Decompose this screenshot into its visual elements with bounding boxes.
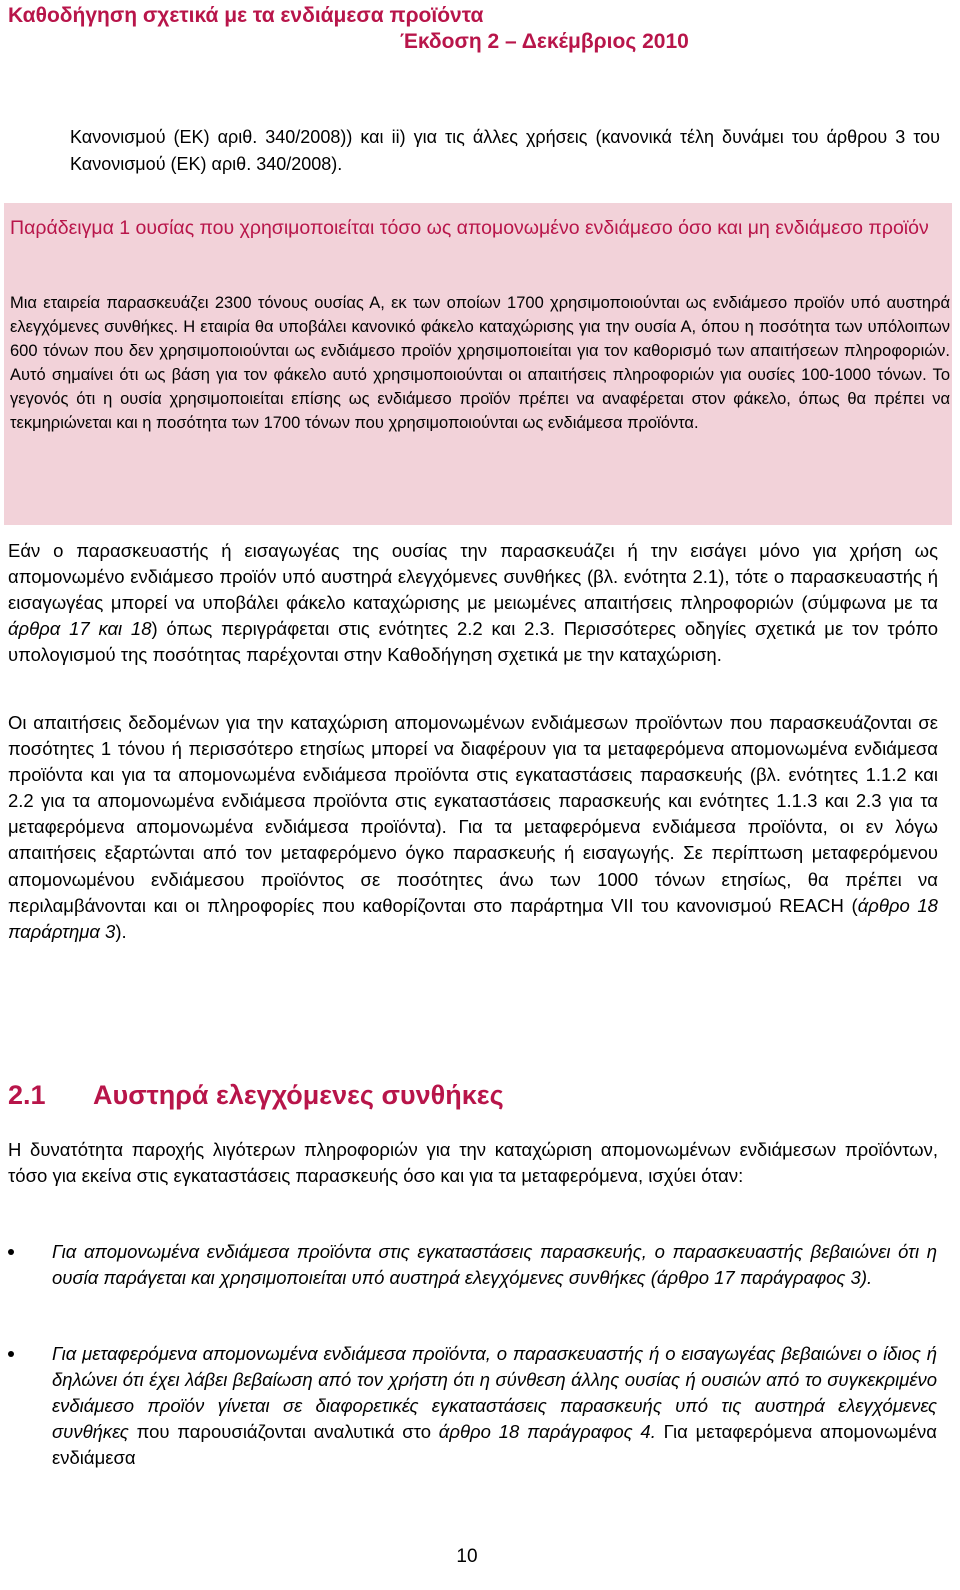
- paragraph-data-requirements: [8, 710, 938, 945]
- list-item-normal: Για μεταφερόμενα απομονωμένα ενδιάμεσα: [52, 1421, 937, 1469]
- bullet-icon: [8, 1249, 14, 1255]
- bullet-icon: [8, 1351, 14, 1357]
- example-box: [4, 203, 952, 525]
- list-item-italic: Για απομονωμένα ενδιάμεσα προϊόντα στις εγκαταστάσεις παρασκευής, ο παρασκευαστής βεβαιώνει ότι η ουσία παράγεται και χρησιμοποιείται υπό αυστηρά ελεγχόμενες συνθήκες (άρθρο 17 παράγραφος 3).: [52, 1241, 937, 1289]
- paragraph-conditions: Η δυνατότητα παροχής λιγότερων πληροφοριών για την καταχώριση απομονωμένων ενδιάμεσων προϊόντων, τόσο για εκείνα στις εγκαταστάσεις παρασκευής όσο και για τα μεταφερόμενα, ισχύει όταν:: [8, 1139, 938, 1187]
- list-item-text: [52, 1239, 937, 1291]
- list-item-normal: που παρουσιάζονται αναλυτικά στο: [128, 1421, 439, 1443]
- paragraph-text: Οι απαιτήσεις δεδομένων για την καταχώριση απομονωμένων ενδιάμεσων προϊόντων που παρασκευάζονται σε ποσότητες 1 τόνου ή περισσότερο ετησίως μπορεί να διαφέρουν για τα μεταφερόμενα απομονωμένα ενδιάμεσα προϊόντα και για τα απομονωμένα ενδιάμεσα προϊόντα στις εγκαταστάσεις παρασκευής (βλ. ενότητες 1.1.2 και 2.2 για τα απομονωμένα ενδιάμεσα προϊόντα στις εγκαταστάσεις παρασκευής και ενότητες 1.1.3 και 2.3 για τα μεταφερόμενα απομονωμένα ενδιάμεσα προϊόντα). Για τα μεταφερόμενα ενδιάμεσα προϊόντα, οι εν λόγω απαιτήσεις εξαρτώνται από τον μεταφερόμενο όγκο παρασκευής ή εισαγωγής. Σε περίπτωση μεταφερόμενου απομονωμένου ενδιάμεσου προϊόντος σε ποσότητες άνω των 1000 τόνων ετησίως, θα πρέπει να περιλαμβάνονται και οι πληροφορίες που καθορίζονται στο παράρτημα VII του κανονισμού REACH (: [8, 712, 938, 916]
- page-number: 10: [456, 1546, 478, 1567]
- paragraph-intermediates-registration: [8, 538, 938, 668]
- paragraph-text: ).: [115, 920, 127, 942]
- paragraph-text: Εάν ο παρασκευαστής ή εισαγωγέας της ουσίας την παρασκευάζει ή την εισάγει μόνο για χρήση ως απομονωμένο ενδιάμεσο προϊόν υπό αυστηρά ελεγχόμενες συνθήκες (βλ. ενότητα 2.1), τότε ο παρασκευαστής ή εισαγωγέας μπορεί να υποβάλει φάκελο καταχώρισης με μειωμένες απαιτήσεις πληροφοριών (σύμφωνα με τα: [8, 540, 938, 614]
- paragraph-text: ) όπως περιγράφεται στις ενότητες 2.2 και 2.3. Περισσότερες οδηγίες σχετικά με τον τρόπο υπολογισμού της ποσότητας παρέχονται στην Καθοδήγηση σχετικά με την καταχώριση.: [8, 618, 938, 666]
- document-edition: Έκδοση 2 – Δεκέμβριος 2010: [400, 30, 689, 53]
- section-number: 2.1: [8, 1080, 46, 1110]
- example-title: Παράδειγμα 1 ουσίας που χρησιμοποιείται τόσο ως απομονωμένο ενδιάμεσο όσο και μη ενδιάμεσο προϊόν: [10, 217, 929, 239]
- intro-paragraph: Κανονισμού (ΕΚ) αριθ. 340/2008)) και ii) για τις άλλες χρήσεις (κανονικά τέλη δυνάμει του άρθρου 3 του Κανονισμού (ΕΚ) αριθ. 340/2008).: [70, 127, 940, 174]
- document-title: Καθοδήγηση σχετικά με τα ενδιάμεσα προϊόντα: [8, 4, 484, 27]
- example-body: Μια εταιρεία παρασκευάζει 2300 τόνους ουσίας Α, εκ των οποίων 1700 χρησιμοποιούνται ως ενδιάμεσο προϊόν υπό αυστηρά ελεγχόμενες συνθήκες. Η εταιρία θα υποβάλει κανονικό φάκελο καταχώρισης για την ουσία Α, όπου η ποσότητα των υπόλοιπων 600 τόνων που δεν χρησιμοποιούνται ως ενδιάμεσο προϊόν χρησιμοποιείται για τον καθορισμό των απαιτήσεων πληροφοριών. Αυτό σημαίνει ότι ως βάση για τον φάκελο αυτό χρησιμοποιούνται οι απαιτήσεις πληροφοριών για ουσίες 100-1000 τόνων. Το γεγονός ότι η ουσία χρησιμοποιείται επίσης ως ενδιάμεσο προϊόν πρέπει να αναφέρεται στον φάκελο, όπως θα πρέπει να τεκμηριώνεται και η ποσότητα των 1700 τόνων που χρησιμοποιούνται ως ενδιάμεσα προϊόντα.: [10, 294, 950, 433]
- section-title: Αυστηρά ελεγχόμενες συνθήκες: [93, 1080, 504, 1110]
- list-item-italic: άρθρο 18 παράγραφος 4.: [438, 1421, 656, 1443]
- list-item-text: [52, 1341, 937, 1471]
- paragraph-italic-ref: άρθρα 17 και 18: [8, 618, 152, 640]
- paragraph-italic-ref: άρθρο 18 παράρτημα 3: [8, 894, 938, 942]
- list-item-italic: Για μεταφερόμενα απομονωμένα ενδιάμεσα προϊόντα, ο παρασκευαστής ή ο εισαγωγέας βεβαιώνει ο ίδιος ή δηλώνει ότι έχει λάβει βεβαίωση από τον χρήστη ότι η σύνθεση άλλης ουσίας ή ουσιών από το συγκεκριμένο ενδιάμεσο προϊόν γίνεται σε διαφορετικές εγκαταστάσεις παρασκευής υπό τις αυστηρά ελεγχόμενες συνθήκες: [52, 1343, 937, 1443]
- section-heading: [8, 1080, 938, 1111]
